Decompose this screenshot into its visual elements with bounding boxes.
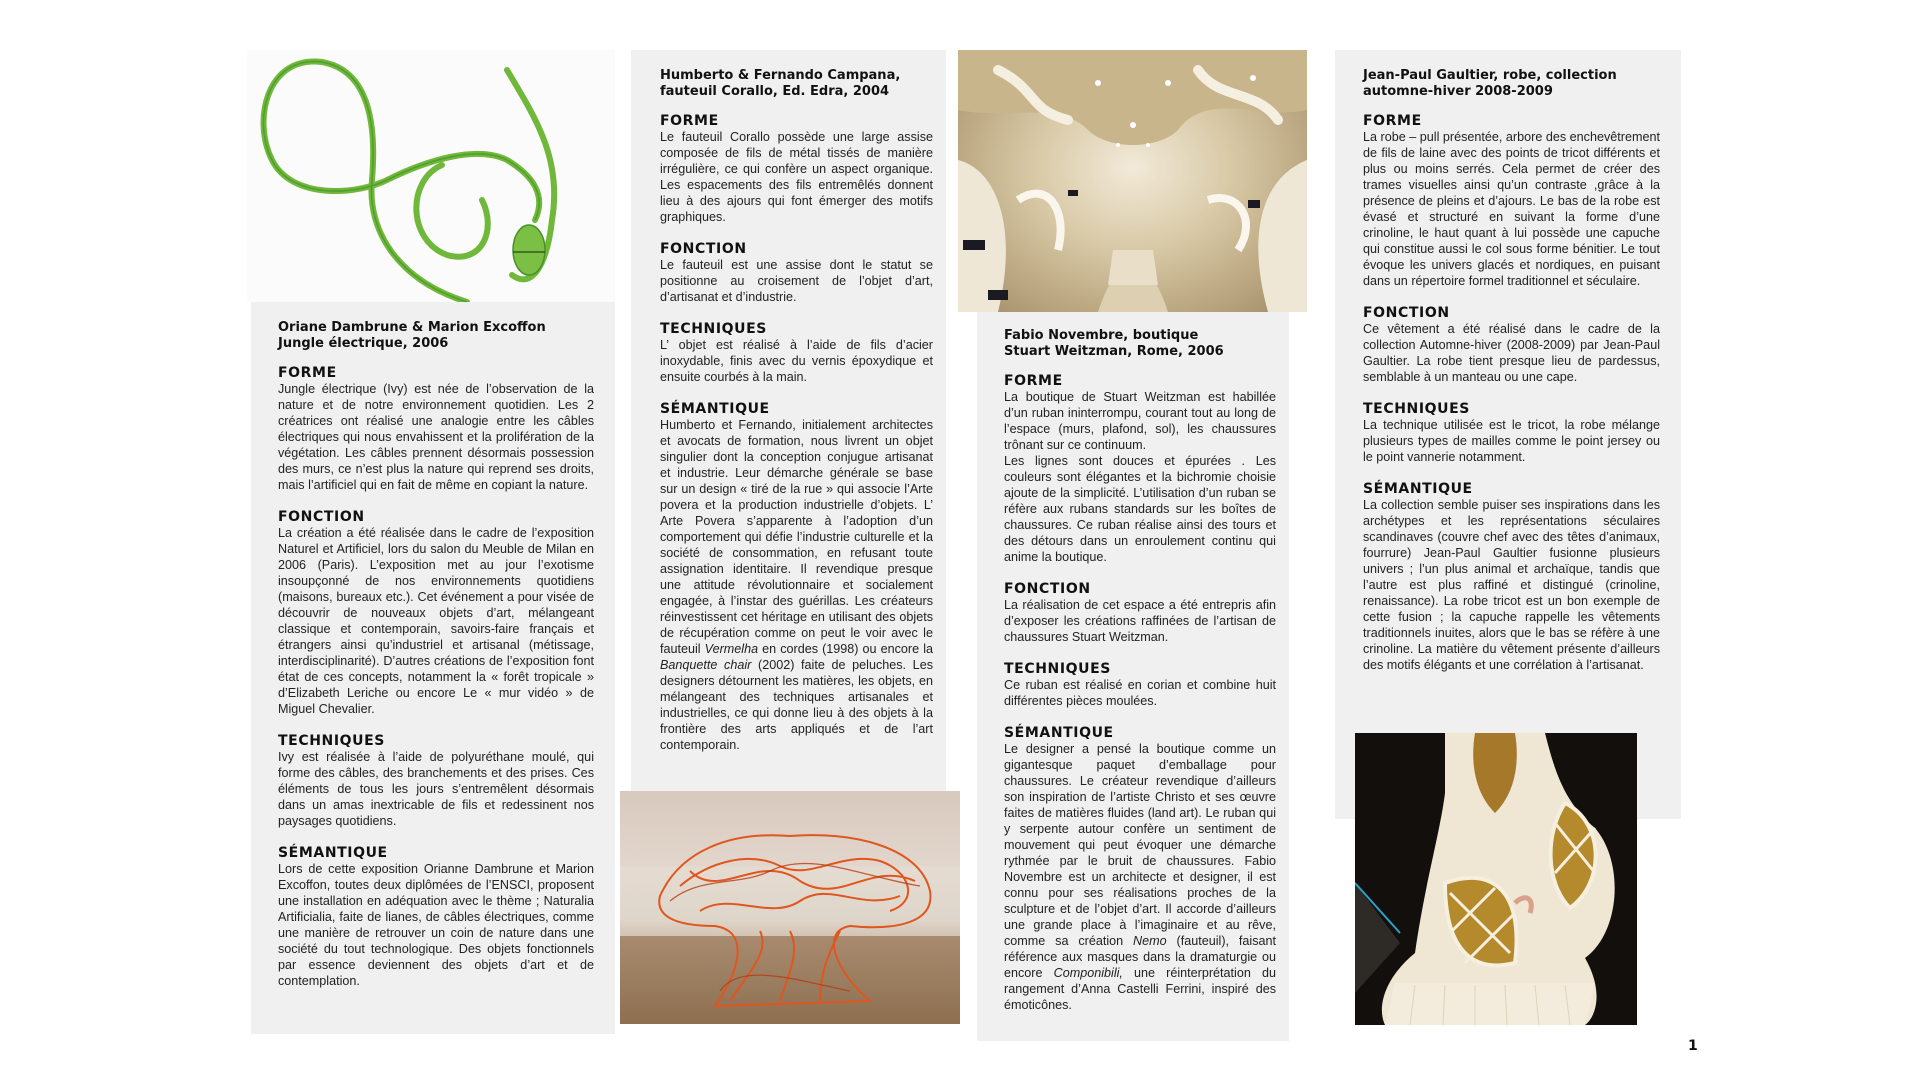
section-text-techniques: La technique utilisée est le tricot, la robe mélange plusieurs types de mailles comme le point jersey ou le point vannerie notamment. [1363,418,1660,464]
boutique-interior-illustration-icon [958,50,1307,312]
section-text-semantique: Le designer a pensé la boutique comme un gigantesque paquet d’emballage pour chaussures. Le créateur revendique d’ailleurs son inspiration de l’artiste Christo et ses œuvre faites de matières fluides (land art). Le ruban qui y serpente autour confère un sentiment de mouvement qui peut évoquer une démarche rythmée par le bruit de chaussures. Fabio Novembre est un architecte et designer, il est connu pour ses réalisations proches de la sculpture et de l’objet d’art. Il accorde d’ailleurs une grande place à l’imaginaire et au rêve, comme sa création Nemo (fauteuil), faisant référence aux masques dans la dramaturgie ou encore Componibili, une réinterprétation du rangement d’Anna Castelli Ferrini, inspiré des émoticônes. [1004,742,1277,1012]
section-heading-fonction: FONCTION [660,241,747,257]
article-jungle-electrique [278,320,594,1005]
article-title: Fabio Novembre, boutique Stuart Weitzman, Rome, 2006 [1004,328,1224,359]
section-heading-forme: FORME [1363,113,1422,129]
section-heading-semantique: SÉMANTIQUE [278,845,388,861]
section-heading-semantique: SÉMANTIQUE [1363,481,1473,497]
section-text-fonction: Ce vêtement a été réalisé dans le cadre de la collection Automne-hiver (2008-2009) par Jean-Paul Gaultier. La robe tient presque lieu de pardessus, semblable à un manteau ou une cape. [1363,322,1660,384]
section-text-fonction: La création a été réalisée dans le cadre de l’exposition Naturel et Artificiel, lors du salon du Meuble de Milan en 2006 (Paris). L’exposition met au jour l’exotisme insoupçonné de nos environnements quotidiens (maisons, bureaux etc.). Cet événement a pour visée de découvrir de nouveaux objets d’art, mélangeant classique et contemporain, savoirs-faire français et étrangers ainsi qu’industriel et artisanal (métissage, interdisciplinarité). D’autres créations de l’exposition font état de ces concepts, notamment la « forêt tropicale » d’Elizabeth Leriche ou encore Le « mur vidéo » de Miguel Chevalier. [278,526,594,716]
section-text-forme: Le fauteuil Corallo possède une large assise composée de fils de métal tissés de manière irrégulière, ce qui confère un aspect organique. Les espacements des fils entremêlés donnent lieu à des ajours qui font émerger des motifs graphiques. [660,130,933,224]
knit-dress-illustration-icon [1355,733,1637,1025]
section-text-semantique: Humberto et Fernando, initialement architectes et avocats de formation, nous livrent un objet singulier dont la conception conjugue artisanat et industrie. Leur démarche générale se base sur un design « tiré de la rue » qui associe l’Arte povera et la production industrielle d’objets. L’ Arte Povera s’apparente à l’adoption d’un comportement qui défie l’industrie culturelle et la société de consommation, en refusant toute assignation identitaire. Il revendique presque une attitude révolutionnaire et socialement engagée, à l’instar des guérillas. Les créateurs réinvestissent cet héritage en utilisant des objets de récupération comme on peut le voir avec le fauteuil Vermelha en cordes (1998) ou encore la Banquette chair (2002) faite de peluches. Les designers détournent les matières, les objets, en mélangeant des techniques artisanales et industrielles, ce qui donne lieu à des objets à la frontière des arts appliqués et de l’art contemporain. [660,418,933,752]
section-text-techniques: L’ objet est réalisé à l’aide de fils d’acier inoxydable, finis avec du vernis époxydique et ensuite courbés à la main. [660,338,933,384]
section-text-forme-2: Les lignes sont douces et épurées . Les couleurs sont élégantes et la bichromie choisie ajoute de la simplicité. L’utilisation d’un ruban se réfère aux rubans standards sur les boîtes de chaussures. Ce ruban réalise ainsi des tours et des détours dans un enroulement continu qui anime la boutique. [1004,454,1276,564]
section-heading-fonction: FONCTION [1363,305,1450,321]
vine-cable-illustration-icon [247,50,615,302]
section-heading-semantique: SÉMANTIQUE [1004,725,1114,741]
section-heading-forme: FORME [1004,373,1063,389]
wire-chair-illustration-icon [620,791,960,1024]
article-corallo [660,68,933,769]
section-heading-techniques: TECHNIQUES [1004,661,1111,677]
section-text-forme: Jungle électrique (Ivy) est née de l’observation de la nature et de notre environnement quotidien. Les 2 créatrices ont réalisé une analogie entre les câbles électriques qui nous envahissent et la prolifération de la végétation. Les câbles prennent désormais possession des murs, ce n’est plus la nature qui reprend ses droits, mais l’artificiel qui en fait de même en copiant la nature. [278,382,594,492]
section-text-semantique: Lors de cette exposition Orianne Dambrune et Marion Excoffon, toutes deux diplômées de l’ENSCI, proposent une installation en adéquation avec le thème ; Naturalia Artificialia, faite de lianes, de câbles électriques, comme une manière de retrouver un coin de nature dans une société du tout technologique. Des objets fonctionnels par essence deviennent des objets d’art et de contemplation. [278,862,594,988]
article-gaultier [1363,68,1660,689]
section-text-semantique: La collection semble puiser ses inspirations dans les archétypes et les représentations séculaires scandinaves (couvre chef avec des têtes d’animaux, fourrure) Jean-Paul Gaultier fusionne plusieurs univers ; l’un plus animal et archaïque, tandis que l’autre est plus raffiné et distingué (crinoline, renaissance). La robe tricot est un bon exemple de cette fusion ; la capuche rappelle les vêtements traditionnels inuites, alors que le bas se réfère à une crinoline. La matière du vêtement présente d’ailleurs des motifs élégants et une corrélation à l’artisanat. [1363,498,1660,672]
section-text-techniques: Ce ruban est réalisé en corian et combine huit différentes pièces moulées. [1004,678,1276,708]
vine-cable-photo [247,50,615,302]
article-boutique [1004,328,1276,1029]
section-heading-forme: FORME [660,113,719,129]
section-heading-techniques: TECHNIQUES [660,321,767,337]
article-title: Jean-Paul Gaultier, robe, collection automne-hiver 2008-2009 [1363,68,1617,99]
section-heading-fonction: FONCTION [1004,581,1091,597]
page-number: 1 [1688,1038,1698,1054]
section-text-fonction: Le fauteuil est une assise dont le statut se positionne au croisement de l’objet d’art, d’artisanat et d’industrie. [660,258,933,304]
boutique-interior-photo [958,50,1307,312]
section-text-forme: La boutique de Stuart Weitzman est habillée d’un ruban ininterrompu, courant tout au long de l’espace (murs, plafond, sol), les chaussures trônant sur ce continuum. [1004,390,1276,452]
article-title: Humberto & Fernando Campana, fauteuil Corallo, Ed. Edra, 2004 [660,68,901,99]
section-heading-techniques: TECHNIQUES [278,733,385,749]
section-heading-fonction: FONCTION [278,509,365,525]
section-text-techniques: Ivy est réalisée à l’aide de polyuréthane moulé, qui forme des câbles, des branchements et des prises. Ces éléments de tous les jours s’entremêlent désormais dans un amas inextricable de fils et redessinent nos paysages quotidiens. [278,750,594,828]
section-text-forme: La robe – pull présentée, arbore des enchevêtrement de fils de laine avec des points de tricot différents et plus ou moins serrés. Cela permet de créer des trames visuelles ainsi qu’un contraste ,grâce à la présence de pleins et d’ajours. Le bas de la robe est évasé et structuré en suivant la forme d’une crinoline, le haut quant à lui possède une capuche qui constitue aussi le col sous forme bénitier. Le tout évoque les univers glacés et nordiques, en puisant dans un répertoire formel traditionnel et séculaire. [1363,130,1660,288]
knit-dress-photo [1355,733,1637,1025]
section-text-fonction: La réalisation de cet espace a été entrepris afin d’exposer les créations raffinées de l’artisan de chaussures Stuart Weitzman. [1004,598,1276,644]
section-heading-techniques: TECHNIQUES [1363,401,1470,417]
corallo-chair-photo [620,791,960,1024]
section-heading-forme: FORME [278,365,337,381]
article-title: Oriane Dambrune & Marion Excoffon Jungle électrique, 2006 [278,320,546,351]
section-heading-semantique: SÉMANTIQUE [660,401,770,417]
